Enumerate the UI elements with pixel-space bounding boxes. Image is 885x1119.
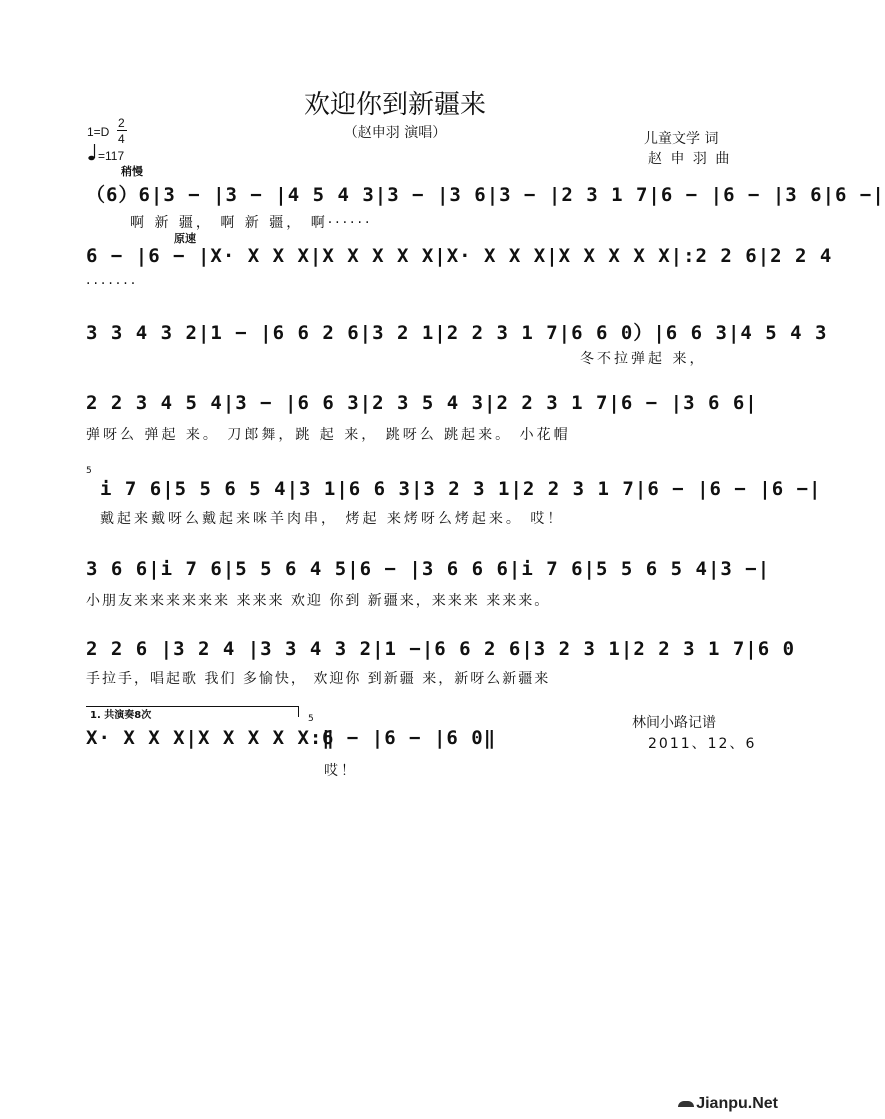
score-row-2-lyrics: ······· [86,276,139,292]
score-row-4-notes: 2 2 3 4 5 4|3 − |6 6 3|2 3 5 4 3|2 2 3 1 7|6 − |3 6 6| [86,392,758,414]
composer-credit: 赵 申 羽 曲 [648,151,732,167]
score-row-1-lyrics: 啊 新 疆， 啊 新 疆， 啊······ [130,215,373,231]
score-row-5-notes: i 7 6|5 5 6 5 4|3 1|6 6 3|3 2 3 1|2 2 3 1 7|6 − |6 − |6 −| [100,478,822,500]
score-row-8-coda-notes: 6 − |6 − |6 0‖ [322,727,497,749]
tempo-original-mark: 原速 [174,232,196,245]
score-row-3-notes: 3 3 4 3 2|1 − |6 6 2 6|3 2 1|2 2 3 1 7|6 6 0）|6 6 3|4 5 4 3 [86,322,828,344]
tempo-slow-mark: 稍慢 [121,165,143,178]
score-row-7-notes: 2 2 6 |3 2 4 |3 3 4 3 2|1 −|6 6 2 6|3 2 3 1|2 2 3 1 7|6 0 [86,638,796,660]
score-row-4-lyrics: 弹呀么 弹起 来。 刀郎舞，跳 起 来， 跳呀么 跳起来。 小花帽 [86,427,571,443]
grace-note-mark: 5 [86,466,92,476]
time-signature-numerator: 2 [118,116,125,130]
lyricist-credit: 儿童文学 词 [644,131,719,147]
score-row-6-notes: 3 6 6|i 7 6|5 5 6 4 5|6 − |3 6 6 6|i 7 6|5 5 6 5 4|3 −| [86,558,771,580]
score-row-8-notes: X· X X X|X X X X X:‖ [86,727,335,749]
watermark-text: Jianpu.Net [696,1095,778,1112]
tempo-marking: =117 [98,149,125,163]
time-signature-divider [117,130,127,131]
score-row-8-lyrics: 哎！ [324,763,358,779]
score-row-3-lyrics: 冬不拉弹起 来， [580,351,707,367]
key-signature: 1=D [87,125,110,139]
score-row-5-lyrics: 戴起来戴呀么戴起来咪羊肉串， 烤起 来烤呀么烤起来。 哎！ [100,511,565,527]
score-row-2-notes: 6 − |6 − |X· X X X|X X X X X|X· X X X|X X X X X|:2 2 6|2 2 4 [86,245,833,267]
time-signature-denominator: 4 [118,132,125,146]
score-row-1-notes: （6）6|3 − |3 − |4 5 4 3|3 − |3 6|3 − |2 3 1 7|6 − |6 − |3 6|6 −| [86,184,885,206]
grace-note-mark-coda: 5 [308,714,314,724]
score-row-6-lyrics: 小朋友来来来来来来 来来来 欢迎 你到 新疆来，来来来 来来来。 [86,593,551,609]
site-watermark [678,1095,778,1113]
song-title: 欢迎你到新疆来 [303,90,486,120]
score-row-7-lyrics: 手拉手，唱起歌 我们 多愉快， 欢迎你 到新疆 来，新呀么新疆来 [86,671,551,687]
transcriber-credit: 林间小路记谱 [632,715,716,731]
watermark-logo-icon [678,1101,694,1107]
performer-credit: （赵申羽 演唱） [343,125,447,141]
quarter-note-icon [88,143,96,165]
repeat-label: 1. 共演奏8次 [90,710,152,721]
transcription-date: 2011、12、6 [648,736,757,752]
